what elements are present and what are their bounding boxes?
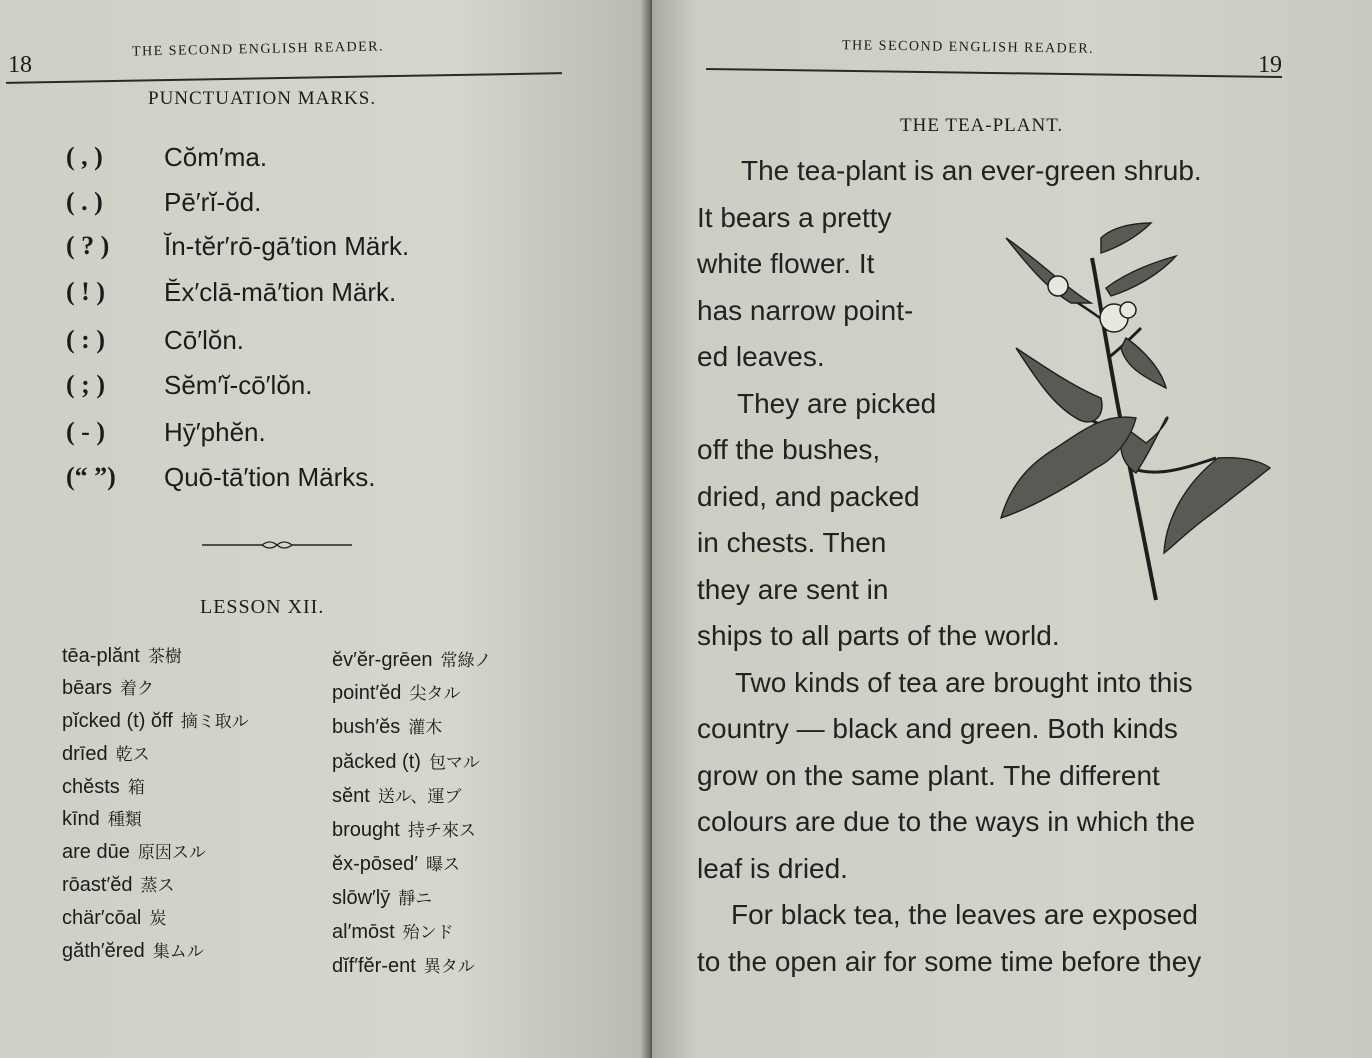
vocab-gloss: 茶樹 <box>147 647 182 666</box>
vocab-item <box>62 937 204 969</box>
vocab-word: chĕsts <box>62 776 120 798</box>
punct-symbol: ( - ) <box>66 417 105 446</box>
vocab-word: ĕx-pōsed′ <box>332 853 419 875</box>
vocab-item <box>62 871 174 903</box>
punct-name: Ĕx′clā-mā′tion Märk. <box>164 276 397 307</box>
punct-symbol: (“ ”) <box>66 462 116 491</box>
punct-name: Quō-tā′tion Märks. <box>164 461 376 492</box>
lesson-title: LESSON XII. <box>200 596 325 618</box>
tea-plant-heading: THE TEA-PLANT. <box>900 115 1064 136</box>
punct-name: Ĭn-tĕr′rō-gā′tion Märk. <box>164 230 410 261</box>
text-line: Two kinds of tea are brought into this <box>735 666 1193 698</box>
vocab-gloss: 包マル <box>428 753 480 772</box>
vocab-item <box>332 918 454 950</box>
vocab-gloss: 送ル、運ブ <box>377 787 462 806</box>
vocab-word: pĭcked (t) ŏff <box>62 710 173 732</box>
vocab-word: ĕv′ĕr-grēen <box>332 649 433 671</box>
text-line: to the open air for some time before they <box>697 945 1202 977</box>
punct-name: Cŏm′ma. <box>164 141 268 172</box>
punct-row <box>66 226 409 266</box>
punct-row <box>66 182 261 222</box>
vocab-word: drīed <box>62 743 108 765</box>
punct-name: Pē′rĭ-ŏd. <box>164 186 262 217</box>
punct-name: Cō′lŏn. <box>164 324 245 355</box>
vocab-gloss: 灌木 <box>408 718 443 737</box>
tea-plant-illustration <box>996 218 1272 610</box>
vocab-word: chär′cōal <box>62 907 142 929</box>
vocab-item <box>62 674 154 706</box>
vocab-gloss: 持チ來ス <box>407 821 476 840</box>
vocab-word: bēars <box>62 677 113 699</box>
vocab-item <box>332 816 476 848</box>
punct-row <box>66 412 266 452</box>
text-line: they are sent in <box>697 573 889 605</box>
punct-row <box>66 137 267 177</box>
vocab-gloss: 着ク <box>120 679 155 698</box>
text-line: off the bushes, <box>697 434 881 465</box>
text-line: in chests. Then <box>697 527 887 558</box>
vocab-gloss: 摘ミ取ル <box>180 712 249 731</box>
vocab-item <box>332 782 461 814</box>
vocab-gloss: 種類 <box>107 810 142 829</box>
vocab-item <box>62 904 166 936</box>
vocab-word: bush′ĕs <box>332 716 401 738</box>
vocab-gloss: 原因スル <box>137 843 206 862</box>
text-line: white flower. It <box>697 248 875 279</box>
vocab-word: brought <box>332 819 400 841</box>
vocab-item <box>62 773 145 805</box>
punct-name: Hȳ′phĕn. <box>164 416 266 447</box>
text-line: grow on the same plant. The different <box>697 759 1160 791</box>
vocab-item <box>62 740 150 772</box>
vocab-gloss: 箱 <box>127 778 145 797</box>
punct-row <box>66 272 396 312</box>
text-line: dried, and packed <box>697 480 920 512</box>
vocab-gloss: 異タル <box>423 957 475 976</box>
text-line: They are picked <box>737 387 937 419</box>
vocab-word: slōw′lȳ <box>332 887 391 909</box>
vocab-item <box>332 952 475 984</box>
left-running-head: THE SECOND ENGLISH READER. <box>131 39 385 60</box>
punct-name: Sĕm′ĭ-cō′lŏn. <box>164 369 313 400</box>
vocab-word: dĭf′fĕr-ent <box>332 955 416 977</box>
vocab-gloss: 炭 <box>149 909 167 928</box>
vocab-word: kīnd <box>62 808 100 830</box>
vocab-word: rōast′ĕd <box>62 874 133 896</box>
right-page-number: 19 <box>1258 52 1282 78</box>
punct-row <box>66 365 312 405</box>
vocab-item <box>332 850 460 882</box>
vocab-word: are dūe <box>62 841 130 863</box>
punct-symbol: ( ! ) <box>66 277 105 306</box>
vocab-item <box>332 748 480 780</box>
punct-row <box>66 320 244 360</box>
vocab-word: al′mōst <box>332 921 395 943</box>
punct-symbol: ( . ) <box>66 187 103 216</box>
section-divider-ornament <box>202 535 352 555</box>
vocab-word: tēa-plănt <box>62 645 140 667</box>
vocab-item <box>62 707 249 739</box>
left-page-number: 18 <box>8 52 32 78</box>
vocab-gloss: 曝ス <box>426 855 461 874</box>
text-line: The tea-plant is an ever-green shrub. <box>741 155 1202 186</box>
punct-symbol: ( ? ) <box>66 231 110 260</box>
text-line: For black tea, the leaves are exposed <box>731 899 1198 930</box>
punct-symbol: ( , ) <box>66 142 103 171</box>
vocab-word: point′ĕd <box>332 682 402 704</box>
vocab-item <box>332 713 442 745</box>
vocab-word: păcked (t) <box>332 751 421 773</box>
vocab-item <box>62 642 182 674</box>
text-line: colours are due to the ways in which the <box>697 806 1196 837</box>
vocab-item <box>62 838 206 870</box>
text-line: country — black and green. Both kinds <box>697 713 1178 744</box>
vocab-item <box>62 805 142 837</box>
vocab-gloss: 乾ス <box>115 745 150 764</box>
text-line: has narrow point- <box>697 294 914 326</box>
punct-row <box>66 457 376 497</box>
vocab-item <box>332 884 432 916</box>
vocab-word: sĕnt <box>332 785 370 807</box>
vocab-gloss: 集ムル <box>152 942 204 961</box>
vocab-item <box>332 646 491 678</box>
punctuation-title: PUNCTUATION MARKS. <box>148 88 377 109</box>
text-line: ed leaves. <box>697 341 825 372</box>
vocab-gloss: 殆ンド <box>402 923 454 942</box>
text-line: It bears a pretty <box>697 201 892 233</box>
punct-symbol: ( ; ) <box>66 370 105 399</box>
vocab-item <box>332 679 460 711</box>
vocab-gloss: 蒸ス <box>140 876 175 895</box>
vocab-word: găth′ĕred <box>62 940 145 962</box>
text-line: leaf is dried. <box>697 852 848 884</box>
text-line: ships to all parts of the world. <box>697 620 1060 651</box>
punct-symbol: ( : ) <box>66 325 105 354</box>
right-running-head: THE SECOND ENGLISH READER. <box>841 38 1095 57</box>
vocab-gloss: 常綠ノ <box>440 651 492 670</box>
vocab-gloss: 尖タル <box>409 684 461 703</box>
vocab-gloss: 靜ニ <box>398 889 433 908</box>
